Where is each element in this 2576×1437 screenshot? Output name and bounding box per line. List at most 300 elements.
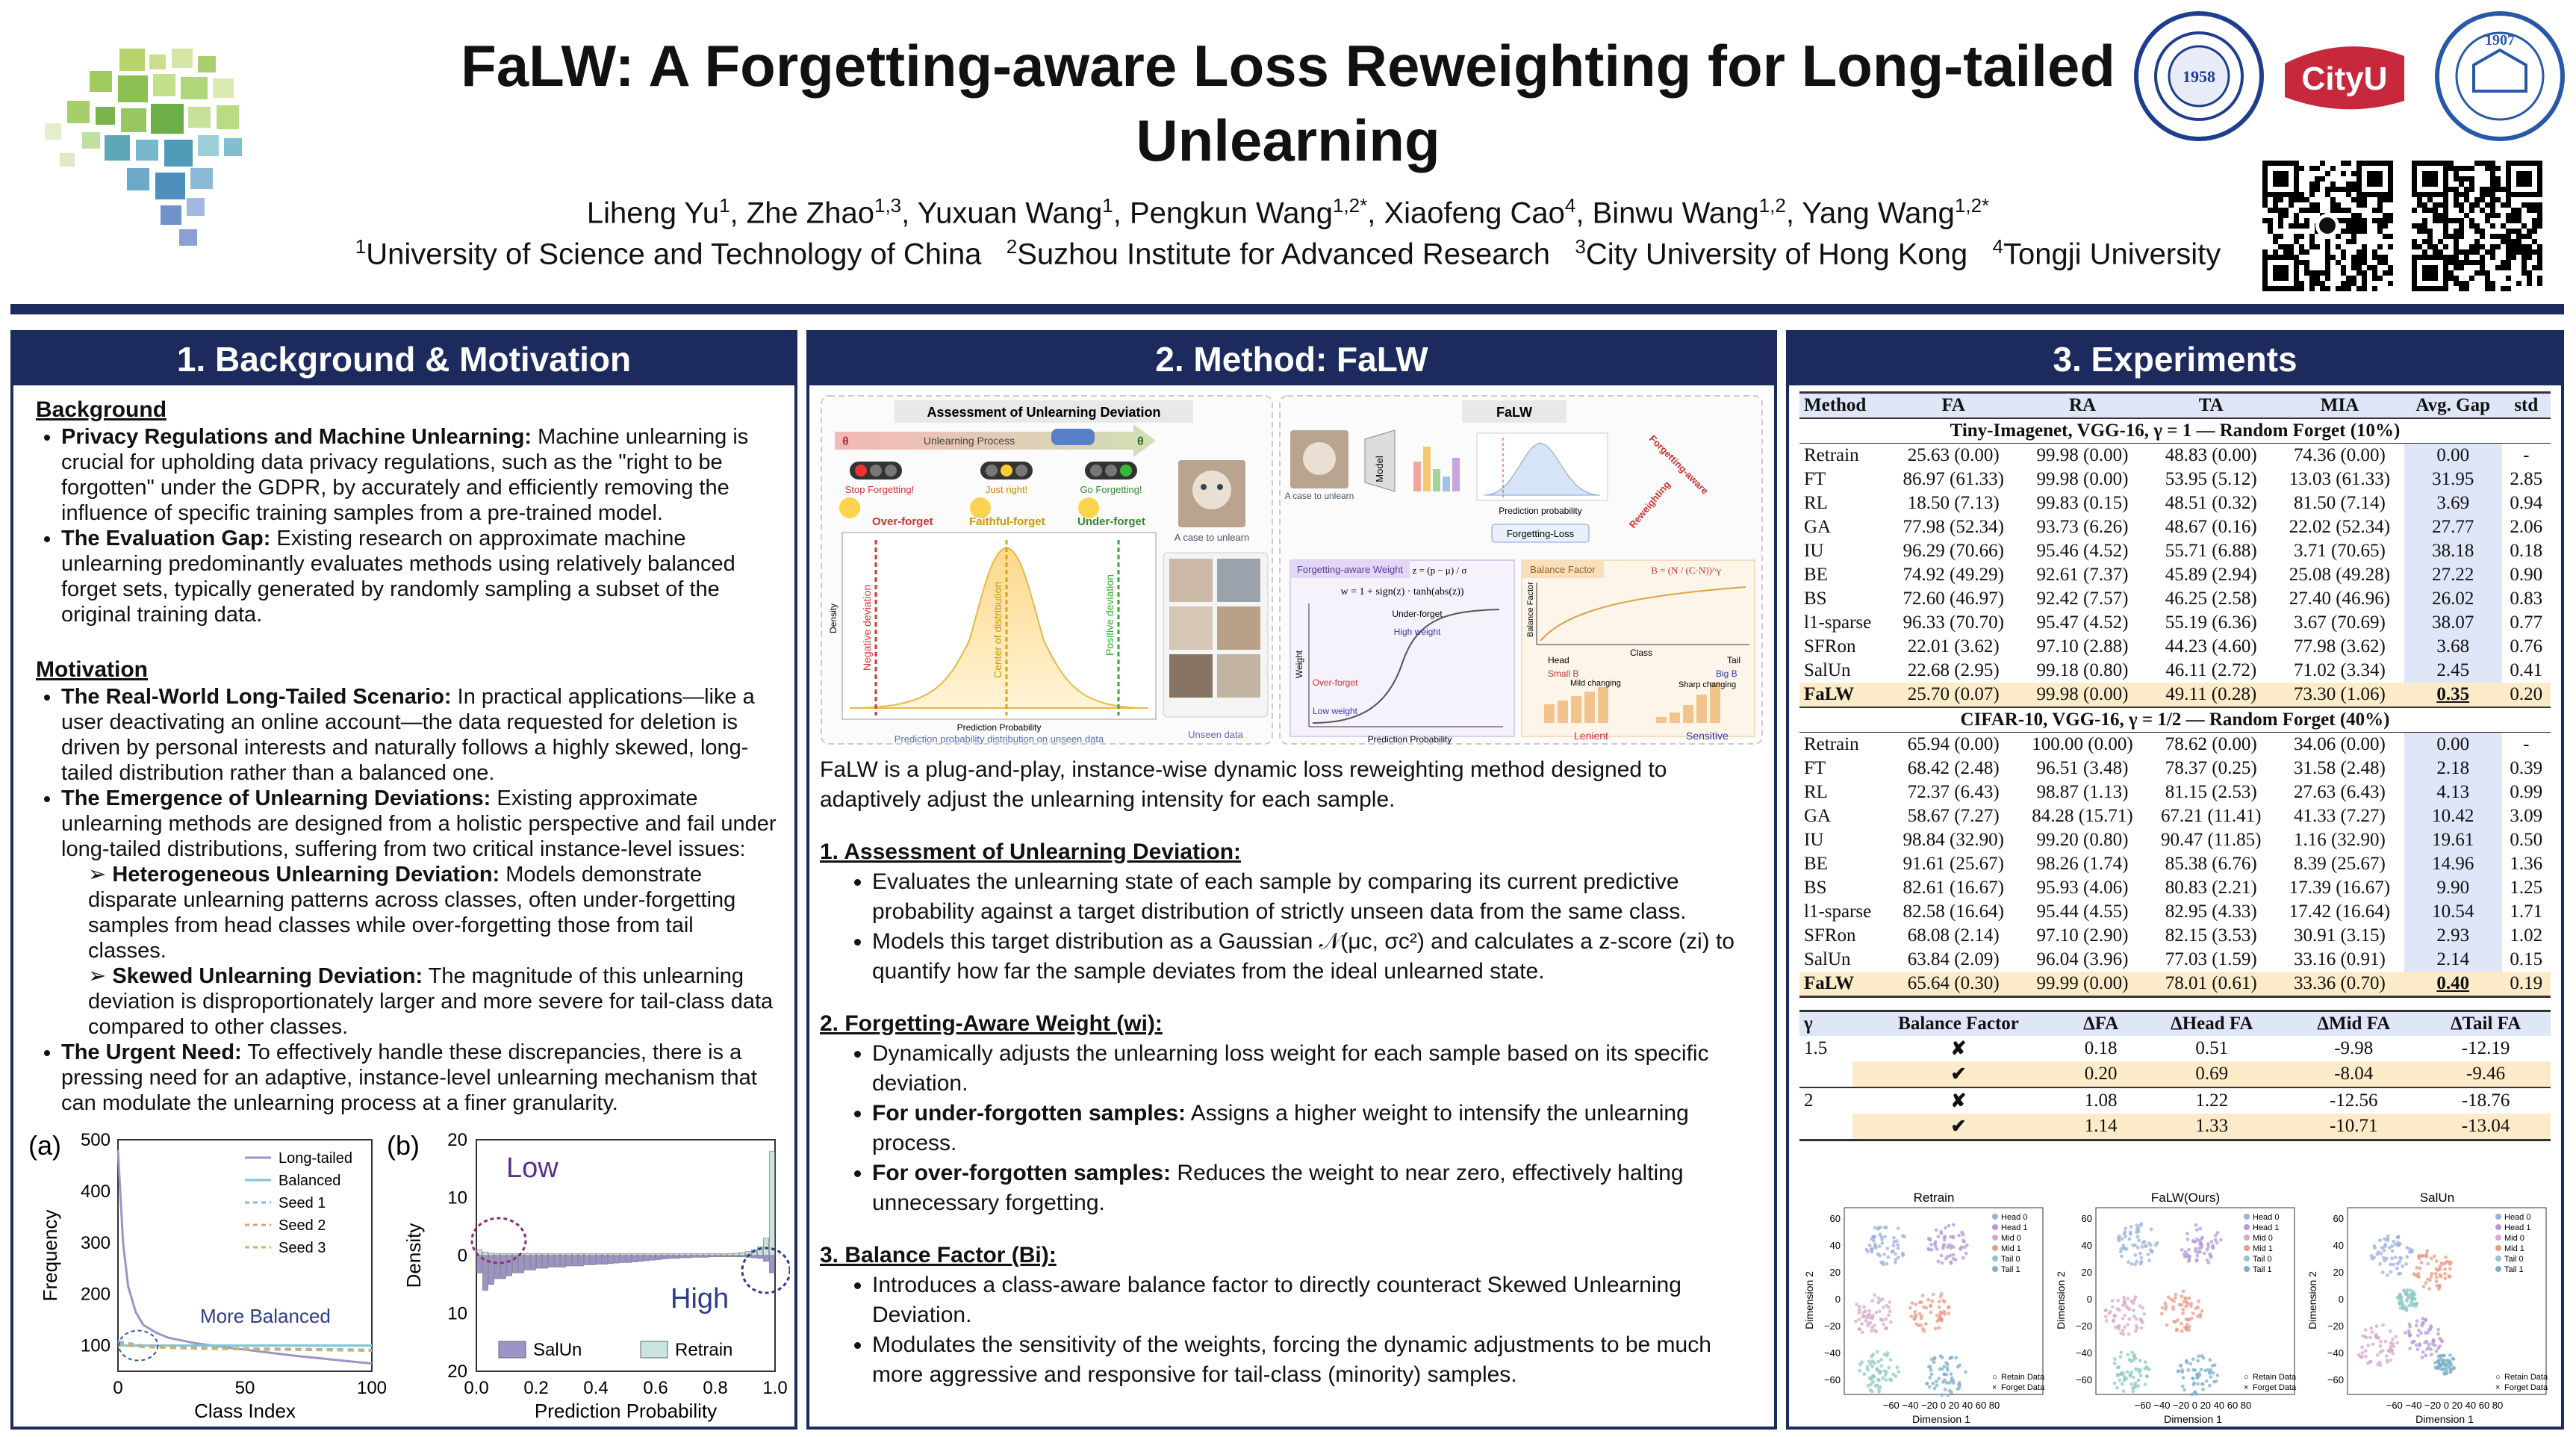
- tsne-x-ticks: −60 −40 −20 0 20 40 60 80: [2386, 1400, 2504, 1411]
- tsne-point: [2118, 1379, 2121, 1382]
- tsne-point: [2147, 1258, 2151, 1262]
- tsne-legend-dot: [1992, 1245, 1998, 1251]
- tsne-point: [2434, 1272, 2438, 1276]
- table-cell: 3.67 (70.69): [2293, 612, 2386, 633]
- table-cell: 72.37 (6.43): [1907, 782, 2000, 802]
- tsne-legend-dot: [2244, 1245, 2250, 1251]
- tsne-point: [1882, 1263, 1885, 1267]
- tsne-legend-dot: [1992, 1235, 1998, 1241]
- tsne-point: [1944, 1235, 1947, 1238]
- tsne-y-tick: 60: [1829, 1213, 1841, 1224]
- tsne-point: [1854, 1320, 1858, 1323]
- table-cell: 74.36 (0.00): [2293, 445, 2386, 465]
- tsne-point: [2400, 1256, 2404, 1260]
- tsne-point: [2206, 1258, 2209, 1262]
- tsne-point: [2421, 1321, 2424, 1325]
- table-cell: 1.16 (32.90): [2293, 830, 2386, 850]
- tsne-point: [2150, 1228, 2153, 1232]
- table-row: [1799, 563, 2551, 587]
- tsne-point: [2433, 1254, 2436, 1258]
- bar-retrain: [591, 1254, 596, 1256]
- tsne-point: [1892, 1236, 1896, 1240]
- tsne-y-tick: −40: [2075, 1347, 2092, 1359]
- tsne-point: [2206, 1248, 2209, 1252]
- tsne-point: [2116, 1299, 2120, 1303]
- bar-salun: [603, 1256, 608, 1264]
- tsne-point: [1943, 1312, 1947, 1316]
- tsne-y-tick: 20: [2081, 1267, 2092, 1278]
- tsne-point: [2391, 1349, 2395, 1353]
- bar-retrain: [722, 1254, 727, 1256]
- table-cell: 96.51 (3.48): [2036, 758, 2129, 778]
- tsne-point: [1894, 1252, 1897, 1256]
- table-cell: 0.77: [2510, 612, 2543, 633]
- tsne-point: [2405, 1297, 2409, 1301]
- tsne-point: [2399, 1302, 2403, 1306]
- tsne-point: [1960, 1231, 1964, 1235]
- bar-retrain: [644, 1254, 650, 1256]
- tsne-point: [2171, 1305, 2175, 1309]
- center-label: Center of distribution: [992, 581, 1004, 678]
- tsne-legend-label: Tail 0: [2504, 1255, 2524, 1264]
- tsne-point: [2378, 1262, 2382, 1266]
- tsne-point: [1936, 1260, 1940, 1264]
- author-name: Yang Wang: [1802, 196, 1955, 230]
- table-cell: 73.30 (1.06): [2275, 683, 2404, 707]
- table-cell: RL: [1804, 493, 1828, 513]
- tsne-point: [2381, 1323, 2385, 1327]
- tsne-point: [1887, 1366, 1891, 1370]
- tsne-point: [1940, 1232, 1944, 1235]
- class-label: Class: [1629, 648, 1653, 658]
- section-2-title: 2. Forgetting-Aware Weight (wi):: [820, 1011, 1163, 1036]
- tsne-legend-marker: ○: [2495, 1373, 2501, 1382]
- table-row: [1799, 515, 2551, 539]
- tsne-point: [2174, 1296, 2177, 1300]
- tsne-point: [2175, 1328, 2179, 1332]
- high-weight-label: High weight: [1393, 627, 1441, 637]
- tsne-point: [2209, 1240, 2213, 1244]
- tsne-point: [1894, 1374, 1898, 1378]
- author-sup: 1,3: [874, 194, 902, 217]
- tsne-y-tick: 40: [1829, 1240, 1841, 1251]
- tsne-point: [2127, 1238, 2131, 1241]
- tsne-point: [1926, 1298, 1930, 1302]
- tsne-point: [2161, 1306, 2165, 1310]
- tsne-point: [2206, 1368, 2210, 1372]
- tsne-point: [2135, 1223, 2139, 1227]
- table-cell: 38.18: [2404, 539, 2502, 563]
- table-cell: 10.54: [2404, 900, 2502, 924]
- tsne-point: [2196, 1374, 2200, 1377]
- list-item: ➢ Heterogeneous Unlearning Deviation: Models demonstrate disparate unlearning patterns across classes, often under-forgetting samples from head classes while over-forgetting those from tail classes.: [88, 862, 777, 963]
- bar-salun: [698, 1256, 703, 1257]
- tsne-point: [2191, 1357, 2195, 1361]
- tsne-point: [2182, 1290, 2185, 1294]
- x-tick-label: 0.0: [464, 1378, 489, 1398]
- table-cell: 0.40: [2404, 972, 2502, 997]
- tsne-point: [1924, 1322, 1928, 1326]
- tsne-point: [2435, 1276, 2439, 1279]
- table-cell: 1.5: [1804, 1038, 1828, 1058]
- list-item: • Models this target distribution as a Gaussian 𝒩(μc, σc²) and calculates a z-score (zi) to quantify how far the sample deviates from the ideal unlearned state.: [872, 927, 1768, 987]
- tsne-point: [1940, 1254, 1944, 1258]
- tsne-point: [2444, 1256, 2448, 1259]
- bar-salun: [680, 1256, 685, 1258]
- x-axis-label: Prediction Probability: [534, 1400, 718, 1422]
- tsne-point: [1855, 1303, 1858, 1306]
- tsne-point: [2200, 1368, 2203, 1371]
- tsne-point: [2445, 1371, 2448, 1375]
- x-tick-label: 100: [356, 1378, 387, 1398]
- tsne-point: [2395, 1267, 2399, 1270]
- table-cell: RL: [1804, 782, 1828, 802]
- bar-retrain: [764, 1238, 769, 1256]
- tsne-point: [1885, 1354, 1889, 1358]
- tsne-point: [2180, 1329, 2184, 1333]
- section-2-list: [820, 1039, 1768, 1218]
- qr-code-paper[interactable]: [2412, 161, 2542, 291]
- tsne-point: [2202, 1356, 2206, 1360]
- tsne-point: [2129, 1382, 2133, 1386]
- tsne-legend-marker: ×: [2244, 1383, 2249, 1392]
- tsne-point: [2189, 1302, 2193, 1306]
- table-cell: l1-sparse: [1804, 901, 1872, 922]
- table-row: [1799, 1114, 2551, 1140]
- tsne-point: [2390, 1244, 2394, 1248]
- tsne-point: [2360, 1356, 2364, 1359]
- tsne-point: [2122, 1389, 2126, 1393]
- tsne-point: [1861, 1330, 1864, 1334]
- tsne-point: [1930, 1300, 1934, 1303]
- bar-retrain: [531, 1254, 536, 1256]
- big-b-label: Big B: [1716, 668, 1737, 679]
- tsne-point: [2219, 1238, 2223, 1242]
- table-cell: 68.08 (2.14): [1907, 925, 2000, 946]
- tsne-point: [1869, 1382, 1873, 1386]
- bar-salun: [591, 1256, 596, 1264]
- tsne-point: [2129, 1262, 2133, 1266]
- tsne-point: [2375, 1253, 2379, 1256]
- legend-label: Seed 1: [279, 1195, 326, 1211]
- tsne-point: [2433, 1361, 2437, 1365]
- tsne-point: [2404, 1331, 2407, 1335]
- tsne-point: [2212, 1246, 2215, 1250]
- tsne-point: [2427, 1343, 2431, 1347]
- tsne-point: [2167, 1295, 2171, 1299]
- tsne-point: [2415, 1343, 2418, 1347]
- tsne-point: [2408, 1322, 2412, 1326]
- forgetting-loss-label: Forgetting-Loss: [1506, 528, 1575, 539]
- table-cell: -8.04: [2286, 1061, 2421, 1087]
- lenient-label: Lenient: [1574, 730, 1608, 742]
- panel-heading-background: 1. Background & Motivation: [13, 333, 794, 385]
- table-cell: 3.09: [2510, 806, 2543, 826]
- tsne-point: [2134, 1329, 2138, 1333]
- column-header: ΔTail FA: [2421, 1011, 2551, 1037]
- tsne-point: [2115, 1386, 2119, 1390]
- bar-retrain: [609, 1254, 614, 1256]
- tsne-point: [1867, 1359, 1871, 1363]
- mild-label: Mild changing: [1570, 679, 1621, 688]
- tsne-point: [2191, 1377, 2195, 1380]
- table-cell: 0.00: [2404, 444, 2502, 468]
- table-cell: 0.18: [2084, 1038, 2118, 1058]
- tsne-point: [1940, 1317, 1944, 1321]
- tsne-point: [1891, 1244, 1895, 1247]
- tsne-point: [2435, 1350, 2439, 1353]
- title-line-1: FaLW: A Forgetting-aware Loss Reweighting for Long-tailed: [461, 33, 2115, 99]
- tsne-point: [1869, 1321, 1873, 1325]
- tsne-point: [1873, 1323, 1876, 1327]
- tsne-point: [2450, 1368, 2454, 1371]
- tsne-point: [1921, 1327, 1925, 1331]
- tsne-title: SalUn: [2419, 1191, 2455, 1205]
- tsne-point: [2205, 1379, 2209, 1383]
- bar-retrain: [543, 1254, 548, 1256]
- tsne-point: [2384, 1340, 2388, 1344]
- table-row: [1799, 876, 2551, 900]
- table-cell: 97.10 (2.88): [2036, 636, 2129, 657]
- table-cell: 99.98 (0.00): [2036, 445, 2129, 465]
- tsne-point: [2129, 1371, 2133, 1374]
- tsne-point: [1872, 1239, 1876, 1243]
- title-line-2: Unlearning: [1136, 108, 1440, 173]
- tsne-point: [2389, 1345, 2392, 1349]
- tsne-point: [2430, 1353, 2433, 1356]
- tsne-point: [1935, 1314, 1939, 1317]
- tsne-point: [2200, 1236, 2204, 1240]
- table-row: [1799, 659, 2551, 683]
- table-cell: 31.58 (2.48): [2293, 758, 2386, 778]
- table-cell: 0.39: [2510, 758, 2543, 778]
- tsne-point: [2378, 1361, 2382, 1365]
- table-cell: 82.15 (3.53): [2165, 925, 2257, 946]
- tsne-point: [2364, 1349, 2368, 1353]
- table-cell: 4.13: [2404, 780, 2502, 804]
- tsne-legend-label: Mid 0: [2504, 1234, 2524, 1243]
- tsne-point: [1879, 1364, 1883, 1368]
- process-label: Unlearning Process: [923, 435, 1015, 447]
- bar-retrain: [507, 1254, 512, 1256]
- table-row: [1799, 972, 2551, 997]
- tsne-point: [1933, 1387, 1937, 1391]
- tsne-point: [1881, 1241, 1885, 1245]
- bar-salun: [632, 1256, 638, 1262]
- table-cell: Retrain: [1804, 445, 1859, 465]
- unseen-label: Unseen data: [1188, 729, 1243, 740]
- table-cell: 2.14: [2404, 948, 2502, 972]
- tsne-point: [1866, 1365, 1870, 1369]
- table-cell: 0.51: [2195, 1038, 2229, 1058]
- bar-retrain: [650, 1254, 656, 1256]
- tsne-point: [1901, 1253, 1905, 1257]
- tsne-point: [2386, 1235, 2390, 1238]
- table-cell: 96.33 (70.70): [1903, 612, 2004, 633]
- tsne-point: [1946, 1394, 1950, 1397]
- tsne-point: [2127, 1332, 2131, 1336]
- tsne-point: [2119, 1350, 2123, 1354]
- table-cell: 77.03 (1.59): [2165, 949, 2257, 969]
- tsne-point: [1876, 1350, 1879, 1354]
- unseen-data-grid: [1163, 553, 1268, 717]
- tsne-point: [2386, 1349, 2390, 1353]
- bar-retrain: [483, 1252, 488, 1256]
- tsne-point: [2163, 1302, 2167, 1306]
- author-name: Liheng Yu: [586, 196, 720, 230]
- column-header: ΔMid FA: [2286, 1011, 2421, 1037]
- tsne-point: [1862, 1372, 1866, 1376]
- table-cell: [1799, 1114, 1852, 1140]
- tsne-legend-label: Mid 0: [2001, 1234, 2021, 1243]
- table-cell: 9.90: [2404, 876, 2502, 900]
- tsne-point: [1871, 1314, 1875, 1317]
- table-cell: 27.40 (46.96): [2289, 589, 2391, 609]
- tsne-point: [2181, 1308, 2185, 1312]
- tsne-point: [2432, 1340, 2436, 1344]
- tsne-point: [2191, 1382, 2195, 1386]
- bar-retrain: [579, 1254, 584, 1256]
- table-cell: SalUn: [1804, 660, 1851, 680]
- tsne-y-tick: −40: [2327, 1347, 2344, 1359]
- table-cell: 3.69: [2404, 491, 2502, 515]
- bar-retrain: [686, 1254, 691, 1256]
- table-cell: SFRon: [1804, 925, 1856, 946]
- bar-salun: [656, 1256, 662, 1259]
- tsne-point: [1950, 1372, 1953, 1376]
- table-cell: 19.61: [2404, 828, 2502, 852]
- tsne-point: [2126, 1297, 2129, 1300]
- table-cell: 2.93: [2404, 924, 2502, 948]
- tsne-point: [2208, 1371, 2212, 1375]
- tsne-point: [1889, 1320, 1893, 1324]
- qr-code-wechat[interactable]: [2262, 161, 2393, 291]
- tsne-point: [1957, 1234, 1961, 1238]
- table-cell: l1-sparse: [1804, 612, 1872, 633]
- tsne-legend-dot: [2495, 1224, 2501, 1230]
- tsne-point: [2435, 1279, 2439, 1283]
- list-item: • Modulates the sensitivity of the weights, forcing the dynamic adjustments to be much more aggressive and responsive for tail-class (minority) samples.: [872, 1330, 1768, 1390]
- author-sup: 1,2: [1758, 194, 1786, 217]
- tsne-point: [1883, 1226, 1887, 1229]
- reweighting-label: Reweighting: [1626, 479, 1673, 530]
- tsne-plot: [2303, 1188, 2554, 1427]
- tsne-point: [2373, 1246, 2377, 1250]
- bar-salun: [561, 1256, 566, 1267]
- case-label-right: A case to unlearn: [1284, 491, 1354, 501]
- annotation-more-balanced: More Balanced: [200, 1305, 331, 1327]
- table-cell: 99.98 (0.00): [2036, 469, 2129, 489]
- deviation-sublist: [61, 862, 777, 1040]
- tsne-legend-dot: [1992, 1224, 1998, 1230]
- tsne-point: [1951, 1235, 1955, 1238]
- list-item: • Evaluates the unlearning state of each sample by comparing its current predictive probability against a target distribution of strictly unseen data from the same class.: [872, 867, 1768, 927]
- tsne-xlabel: Dimension 1: [2164, 1413, 2222, 1425]
- column-header: std: [2502, 393, 2551, 419]
- tsne-point: [2424, 1317, 2427, 1321]
- tsne-y-tick: 60: [2333, 1213, 2344, 1224]
- tsne-point: [1885, 1247, 1889, 1250]
- tsne-point: [2406, 1246, 2409, 1250]
- tsne-point: [1961, 1256, 1965, 1260]
- column-header: Avg. Gap: [2404, 393, 2502, 419]
- bar-retrain: [734, 1253, 739, 1256]
- tsne-legend-label: Head 0: [2253, 1213, 2280, 1222]
- tsne-point: [2201, 1388, 2205, 1391]
- tsne-point: [2196, 1306, 2200, 1309]
- tsne-legend-dot: [1992, 1266, 1998, 1272]
- bar-salun: [662, 1256, 668, 1259]
- ustc-logo: [2132, 9, 2266, 143]
- tsne-point: [1897, 1370, 1900, 1374]
- tsne-point: [2404, 1262, 2408, 1266]
- tsne-point: [1913, 1310, 1917, 1314]
- tsne-point: [1944, 1361, 1948, 1365]
- tsne-point: [2182, 1376, 2185, 1379]
- tsne-point: [1956, 1387, 1960, 1391]
- tsne-y-tick: 0: [1835, 1294, 1841, 1305]
- tsne-point: [2198, 1227, 2202, 1231]
- tsne-point: [2374, 1335, 2378, 1338]
- table-cell: 1.22: [2195, 1090, 2229, 1111]
- column-header: ΔFA: [2065, 1011, 2137, 1037]
- tsne-point: [2132, 1309, 2135, 1312]
- method-intro: FaLW is a plug-and-play, instance-wise dynamic loss reweighting method designed to adaptively adjust the unlearning intensity for each sample.: [820, 757, 1667, 812]
- y-tick-label: 300: [80, 1232, 111, 1253]
- tsne-point: [2213, 1363, 2217, 1367]
- table-row: [1799, 587, 2551, 611]
- tsne-point: [1958, 1383, 1961, 1387]
- table-cell: BS: [1804, 878, 1827, 898]
- affiliation-sup: 4: [1992, 235, 2003, 258]
- over-label: Over-forget: [1312, 677, 1358, 688]
- table-cell: 25.08 (49.28): [2289, 565, 2391, 585]
- tsne-legend2-label: Forget Data: [2253, 1383, 2297, 1392]
- tsne-legend-label: Tail 0: [2001, 1255, 2020, 1264]
- tsne-point: [1873, 1294, 1876, 1297]
- tsne-point: [2135, 1228, 2139, 1232]
- tsne-point: [1890, 1250, 1894, 1254]
- table-cell: 25.70 (0.07): [1889, 683, 2018, 707]
- tsne-legend-label: Head 0: [2001, 1213, 2028, 1222]
- table-cell: 10.42: [2404, 804, 2502, 828]
- tsne-point: [2180, 1368, 2184, 1372]
- table-cell: 91.61 (25.67): [1903, 854, 2004, 874]
- bar-retrain: [728, 1254, 733, 1256]
- tsne-point: [1935, 1247, 1939, 1251]
- table-cell: 95.46 (4.52): [2036, 541, 2129, 561]
- tsne-point: [1947, 1312, 1950, 1315]
- tsne-point: [2417, 1329, 2421, 1332]
- table-row: [1799, 1036, 2551, 1061]
- legend-label: Seed 2: [279, 1217, 326, 1234]
- tsne-legend-dot: [2244, 1266, 2250, 1272]
- tsne-point: [1878, 1254, 1882, 1258]
- table-cell: ✔: [1852, 1061, 2065, 1087]
- tsne-point: [2113, 1357, 2117, 1361]
- bar-salun: [770, 1256, 775, 1273]
- header-divider: [10, 304, 2564, 314]
- tsne-y-tick: 20: [1829, 1267, 1841, 1278]
- tsne-point: [2121, 1303, 2125, 1307]
- tsne-point: [2127, 1306, 2130, 1310]
- table-cell: BE: [1804, 854, 1828, 874]
- tsne-point: [2119, 1355, 2123, 1359]
- tsne-point: [2383, 1237, 2386, 1241]
- x-tick-label: 1.0: [762, 1378, 788, 1398]
- tsne-point: [2118, 1323, 2121, 1327]
- affiliation-sup: 1: [355, 235, 367, 258]
